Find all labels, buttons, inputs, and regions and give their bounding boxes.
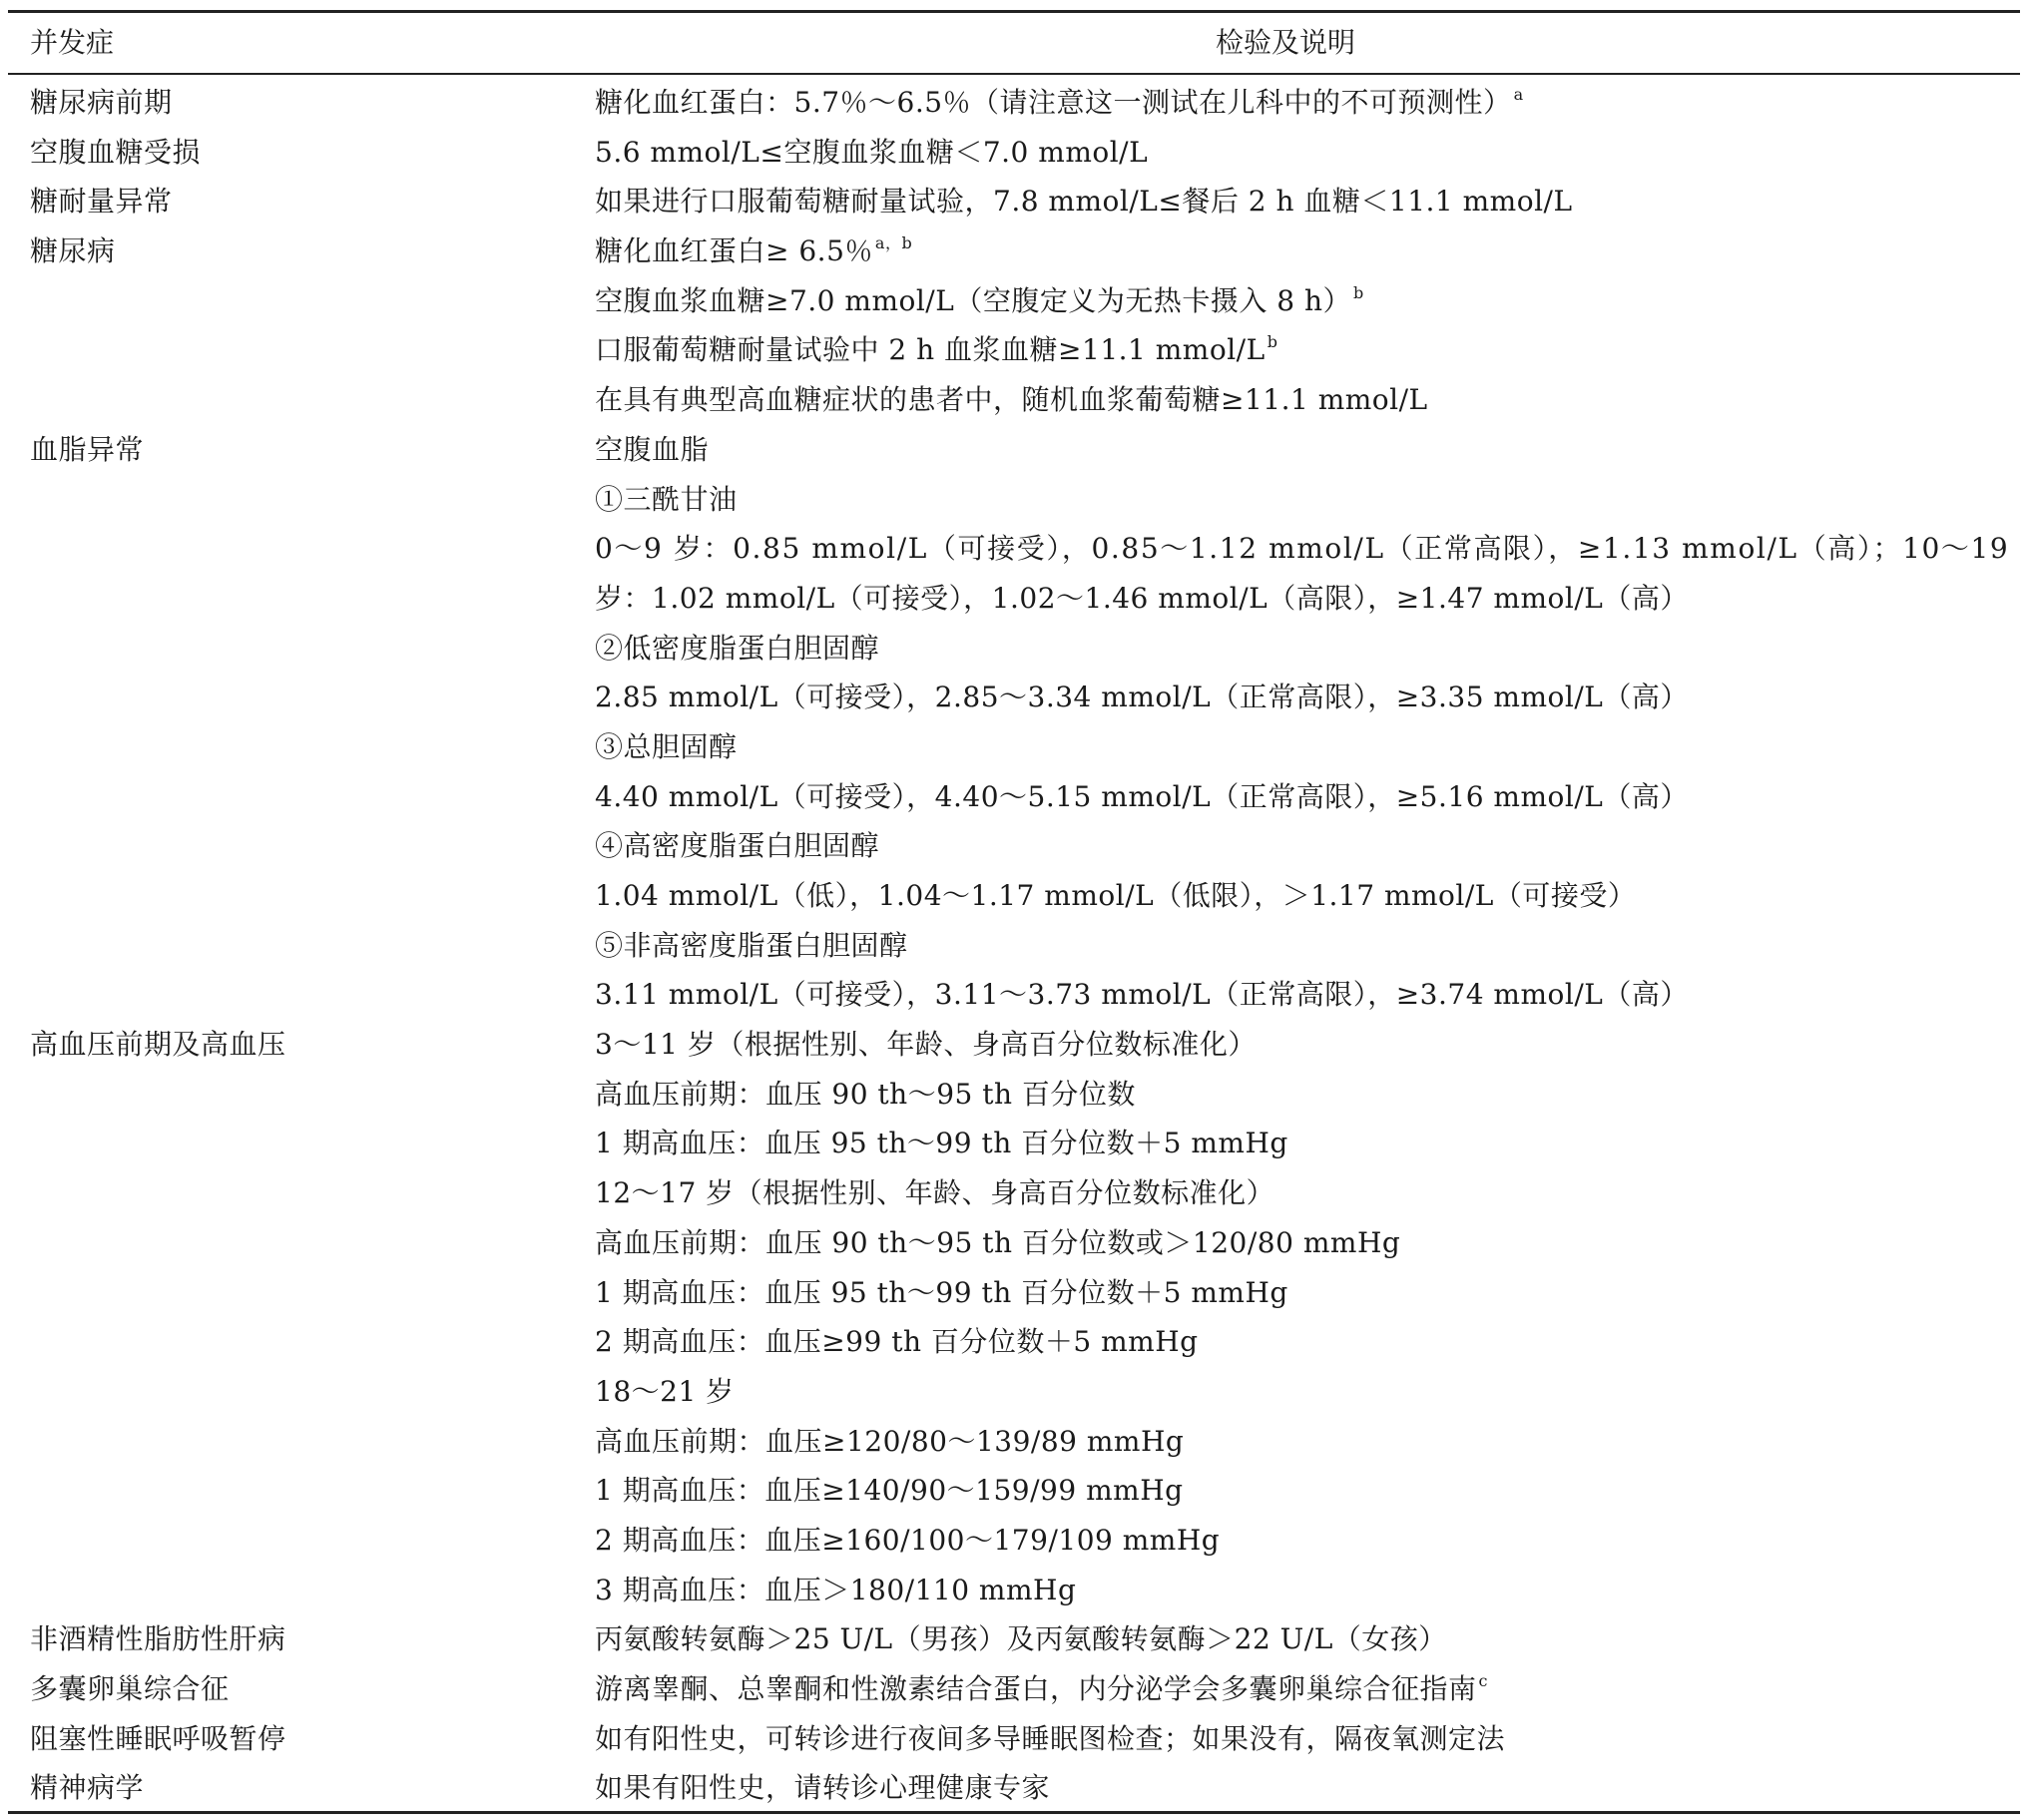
table-row [0, 1020, 2028, 1070]
table-row [0, 1763, 2028, 1813]
test-description-cell [595, 921, 908, 971]
test-description-cell [595, 425, 709, 475]
footnote-marker: a [1513, 85, 1524, 104]
table-row [0, 375, 2028, 425]
table-row [0, 1714, 2028, 1764]
complication-cell: 多囊卵巢综合征 [30, 1672, 230, 1705]
table-row [0, 722, 2028, 772]
table-body [0, 78, 2028, 1813]
test-description-cell [595, 722, 738, 772]
test-description-cell [595, 78, 1524, 128]
test-description-cell [595, 1417, 1184, 1467]
header-complication: 并发症 [30, 26, 115, 59]
test-description-cell [595, 673, 1689, 722]
table-row [0, 425, 2028, 475]
test-description-text: ③总胆固醇 [595, 729, 738, 763]
test-description-cell [595, 1566, 1076, 1615]
test-description-cell [595, 1020, 1257, 1070]
test-description-cell [595, 574, 1689, 624]
table-row [0, 1566, 2028, 1615]
table-row [0, 772, 2028, 822]
test-description-cell [595, 1714, 1505, 1764]
test-description-cell [595, 871, 1636, 921]
table-top-rule [8, 10, 2020, 13]
test-description-text: 2 期高血压：血压≥160/100～179/109 mmHg [595, 1523, 1221, 1557]
test-description-cell [595, 276, 1364, 326]
test-description-text: 3 期高血压：血压＞180/110 mmHg [595, 1573, 1077, 1606]
table-header-rule [8, 73, 2020, 75]
test-description-text: 5.6 mmol/L≤空腹血浆血糖＜7.0 mmol/L [595, 135, 1149, 169]
test-description-cell [595, 1367, 735, 1417]
table-row [0, 673, 2028, 722]
test-description-cell [595, 524, 2009, 574]
test-description-text: 如果有阳性史，请转诊心理健康专家 [595, 1771, 1051, 1805]
table-row [0, 128, 2028, 178]
table-row [0, 1466, 2028, 1516]
test-description-text: 口服葡萄糖耐量试验中 2 h 血浆血糖≥11.1 mmol/L [595, 333, 1266, 367]
test-description-text: 3.11 mmol/L（可接受），3.11～3.73 mmol/L（正常高限），≥3.74 mmol/L（高） [595, 978, 1689, 1012]
complication-cell: 糖尿病 [30, 234, 116, 268]
test-description-text: 18～21 岁 [595, 1374, 735, 1408]
test-description-cell [595, 1119, 1288, 1168]
test-description-cell [595, 624, 879, 674]
test-description-cell [595, 325, 1277, 375]
test-description-text: 丙氨酸转氨酶＞25 U/L（男孩）及丙氨酸转氨酶＞22 U/L（女孩） [595, 1622, 1447, 1656]
test-description-text: 高血压前期：血压≥120/80～139/89 mmHg [595, 1424, 1185, 1458]
complication-cell: 高血压前期及高血压 [30, 1028, 286, 1062]
table-row [0, 574, 2028, 624]
test-description-cell [595, 821, 879, 871]
test-description-text: 糖化血红蛋白≥ 6.5％ [595, 234, 873, 268]
table-row [0, 821, 2028, 871]
test-description-text: 2.85 mmol/L（可接受），2.85～3.34 mmol/L（正常高限），≥3.35 mmol/L（高） [595, 681, 1689, 714]
table-row [0, 475, 2028, 525]
table-row [0, 1516, 2028, 1566]
test-description-cell [595, 1763, 1050, 1813]
table-row [0, 1367, 2028, 1417]
footnote-marker: a，b [874, 233, 913, 253]
test-description-text: ②低密度脂蛋白胆固醇 [595, 631, 880, 665]
test-description-cell [595, 1168, 1274, 1218]
table-row [0, 78, 2028, 128]
test-description-text: ⑤非高密度脂蛋白胆固醇 [595, 928, 908, 962]
test-description-cell [595, 1516, 1220, 1566]
footnote-marker: b [1352, 282, 1364, 302]
test-description-cell [595, 177, 1573, 227]
complication-cell: 空腹血糖受损 [30, 135, 202, 169]
table-row [0, 1168, 2028, 1218]
footnote-marker: c [1478, 1671, 1488, 1690]
test-description-text: 1 期高血压：血压≥140/90～159/99 mmHg [595, 1474, 1184, 1508]
test-description-text: ④高密度脂蛋白胆固醇 [595, 829, 880, 863]
test-description-text: 在具有典型高血糖症状的患者中，随机血浆葡萄糖≥11.1 mmol/L [595, 383, 1428, 417]
test-description-text: 4.40 mmol/L（可接受），4.40～5.15 mmol/L（正常高限），≥5.16 mmol/L（高） [595, 779, 1689, 813]
complication-cell: 精神病学 [30, 1771, 145, 1805]
table-row [0, 325, 2028, 375]
complication-cell: 阻塞性睡眠呼吸暂停 [30, 1721, 286, 1755]
table-row [0, 227, 2028, 276]
table-row [0, 1614, 2028, 1664]
test-description-text: 1.04 mmol/L（低），1.04～1.17 mmol/L（低限），＞1.17 mmol/L（可接受） [595, 879, 1637, 912]
test-description-text: 2 期高血压：血压≥99 th 百分位数＋5 mmHg [595, 1325, 1199, 1359]
test-description-cell [595, 375, 1428, 425]
table-row [0, 970, 2028, 1020]
test-description-text: ①三酰甘油 [595, 482, 738, 516]
complication-cell: 糖耐量异常 [30, 185, 173, 219]
test-description-text: 高血压前期：血压 90 th～95 th 百分位数 [595, 1077, 1136, 1111]
test-description-text: 1 期高血压：血压 95 th～99 th 百分位数＋5 mmHg [595, 1275, 1288, 1309]
test-description-text: 岁：1.02 mmol/L（可接受），1.02～1.46 mmol/L（高限），≥1.47 mmol/L（高） [595, 581, 1689, 615]
table-row [0, 921, 2028, 971]
table-header [0, 14, 2028, 72]
table-row [0, 1317, 2028, 1367]
table-row [0, 1119, 2028, 1168]
test-description-text: 如有阳性史，可转诊进行夜间多导睡眠图检查；如果没有，隔夜氧测定法 [595, 1721, 1506, 1755]
test-description-cell [595, 1218, 1400, 1268]
table-bottom-rule [8, 1811, 2020, 1814]
test-description-text: 12～17 岁（根据性别、年龄、身高百分位数标准化） [595, 1176, 1275, 1210]
test-description-cell [595, 1466, 1184, 1516]
test-description-text: 空腹血浆血糖≥7.0 mmol/L（空腹定义为无热卡摄入 8 h） [595, 283, 1351, 317]
test-description-cell [595, 772, 1689, 822]
test-description-cell [595, 227, 912, 276]
complication-cell: 血脂异常 [30, 432, 145, 466]
test-description-cell [595, 1614, 1447, 1664]
test-description-text: 空腹血脂 [595, 432, 710, 466]
header-tests: 检验及说明 [1216, 26, 1356, 59]
test-description-cell [595, 1070, 1136, 1120]
table-row [0, 624, 2028, 674]
complication-cell: 糖尿病前期 [30, 86, 173, 119]
table-row [0, 1218, 2028, 1268]
table-row [0, 524, 2028, 574]
test-description-cell [595, 1317, 1199, 1367]
test-description-cell [595, 128, 1148, 178]
test-description-text: 糖化血红蛋白：5.7％～6.5％（请注意这一测试在儿科中的不可预测性） [595, 86, 1512, 119]
table-row [0, 1664, 2028, 1714]
test-description-cell [595, 970, 1689, 1020]
footnote-marker: b [1267, 332, 1278, 352]
test-description-text: 0～9 岁：0.85 mmol/L（可接受），0.85～1.12 mmol/L（正常高限），≥1.13 mmol/L（高）；10～19 [595, 532, 2010, 566]
test-description-cell [595, 1268, 1288, 1318]
test-description-text: 高血压前期：血压 90 th～95 th 百分位数或＞120/80 mmHg [595, 1225, 1401, 1259]
test-description-text: 游离睾酮、总睾酮和性激素结合蛋白，内分泌学会多囊卵巢综合征指南 [595, 1672, 1477, 1705]
test-description-cell [595, 475, 738, 525]
complication-cell: 非酒精性脂肪性肝病 [30, 1622, 286, 1656]
test-description-text: 1 期高血压：血压 95 th～99 th 百分位数＋5 mmHg [595, 1127, 1288, 1160]
table-row [0, 871, 2028, 921]
table-row [0, 1070, 2028, 1120]
test-description-text: 如果进行口服葡萄糖耐量试验，7.8 mmol/L≤餐后 2 h 血糖＜11.1 mmol/L [595, 185, 1573, 219]
table-row [0, 1417, 2028, 1467]
test-description-cell [595, 1664, 1488, 1714]
table-row [0, 1268, 2028, 1318]
table-row [0, 177, 2028, 227]
table-row [0, 276, 2028, 326]
test-description-text: 3～11 岁（根据性别、年龄、身高百分位数标准化） [595, 1028, 1257, 1062]
